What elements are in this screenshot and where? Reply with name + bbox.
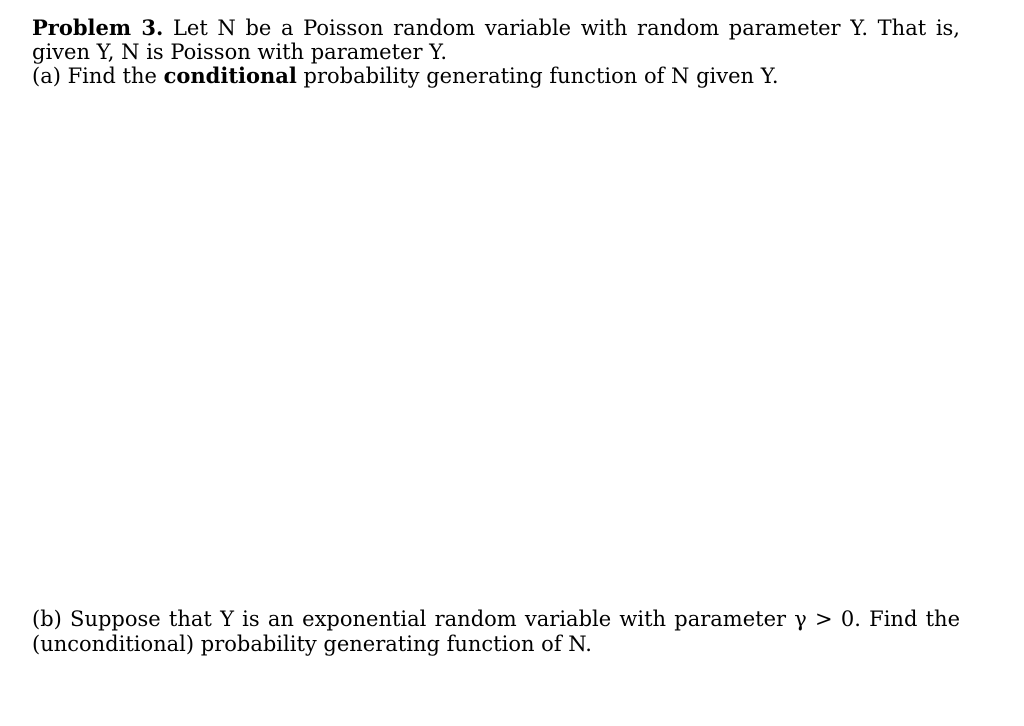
part-a-suffix: probability generating function of N given Y. [303,64,779,88]
problem-statement-line-1 [32,16,960,40]
problem-statement-line-2 [32,40,447,64]
part-a-emphasis: conditional [163,63,297,88]
part-a-prefix: (a) Find the [32,64,157,88]
part-b-text-1: (b) Suppose that Y is an exponential random variable with parameter γ > 0. Find the [32,607,960,631]
part-b-text-2: (unconditional) probability generating function of N. [32,632,592,656]
problem-statement-text-2: given Y, N is Poisson with parameter Y. [32,40,448,64]
problem-heading: Problem 3. [32,15,164,40]
part-a-question [32,64,779,88]
part-b-question-line-2 [32,632,592,656]
part-b-question-line-1 [32,607,960,631]
problem-statement-text-1: Let N be a Poisson random variable with random parameter Y. That is, [172,16,960,40]
